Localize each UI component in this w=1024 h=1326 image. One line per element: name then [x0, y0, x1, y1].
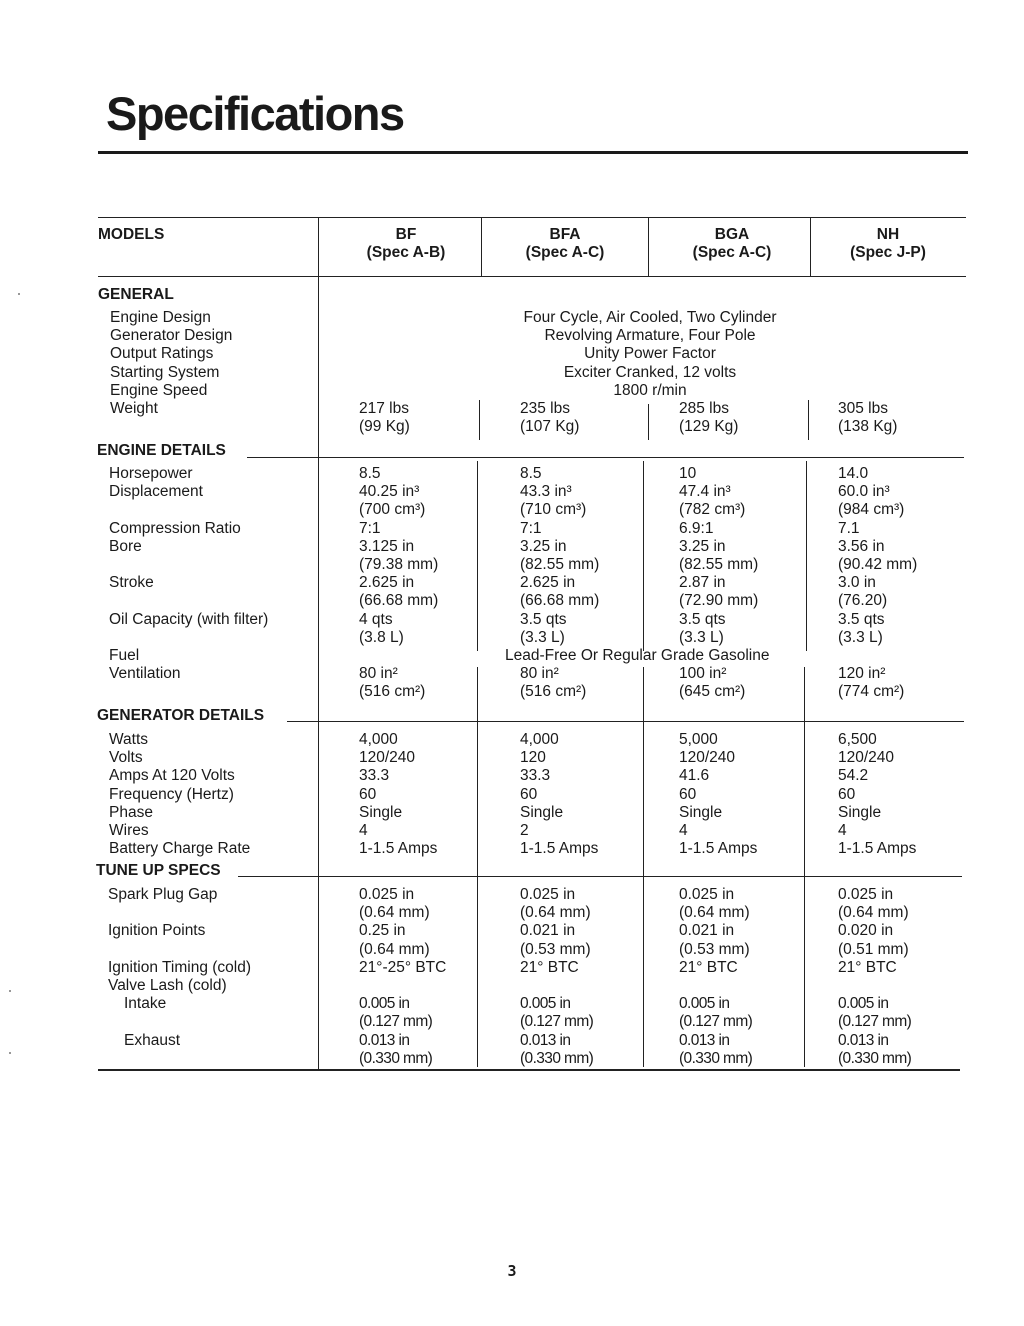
row-label: Ventilation	[109, 665, 181, 683]
exhaust-value: 0.013 in	[679, 1032, 730, 1049]
tuneup-value: 0.025 in	[520, 886, 576, 903]
model-spec: (Spec J-P)	[850, 244, 926, 261]
engine-value: (3.3 L)	[679, 628, 724, 646]
tuneup-value: 0.25 in	[359, 922, 406, 940]
row-label: Volts	[109, 749, 143, 767]
engine-value: 7:1	[520, 519, 542, 537]
intake-label: Intake	[124, 995, 167, 1012]
section-heading-tuneup: TUNE UP SPECS	[96, 862, 221, 879]
generator-value: 1-1.5 Amps	[679, 840, 758, 858]
intake-value: 0.005 in	[520, 995, 571, 1012]
generator-value: Single	[838, 803, 882, 821]
generator-value: 60	[520, 785, 538, 803]
exhaust-value: (0.330 mm)	[838, 1050, 912, 1068]
row-label: Valve Lash (cold)	[108, 977, 227, 994]
generator-value: 2	[520, 822, 529, 839]
section-heading-general: GENERAL	[98, 286, 174, 303]
engine-value: 10	[679, 465, 697, 482]
title-rule	[98, 151, 968, 154]
model-name: BF	[395, 226, 417, 243]
row-label: Bore	[109, 537, 142, 555]
row-label: Starting System	[110, 363, 220, 381]
generator-value: 1-1.5 Amps	[359, 840, 438, 858]
tuneup-value: 0.025 in	[679, 886, 735, 903]
engine-value: (72.90 mm)	[679, 592, 759, 610]
intake-value: (0.127 mm)	[359, 1013, 433, 1031]
weight-value: 285 lbs	[679, 400, 729, 417]
models-label: MODELS	[98, 226, 165, 243]
row-label: Phase	[109, 803, 153, 821]
generator-value: 33.3	[359, 767, 390, 785]
weight-value: (129 Kg)	[679, 418, 739, 436]
engine-value: 100 in²	[679, 665, 727, 683]
generator-value: 60	[679, 785, 697, 803]
row-label: Stroke	[109, 574, 154, 592]
engine-value: 2.625 in	[520, 574, 576, 592]
column-divider-4-body	[806, 461, 807, 651]
generator-value: 120	[520, 749, 546, 767]
row-label: Ignition Points	[108, 922, 206, 940]
row-label: Fuel	[109, 647, 140, 664]
model-name: NH	[876, 226, 900, 243]
exhaust-value: 0.013 in	[359, 1032, 410, 1049]
section-heading-engine: ENGINE DETAILS	[97, 442, 226, 459]
engine-value: 14.0	[838, 465, 869, 482]
generator-value: 4	[359, 822, 368, 839]
engine-value: 3.5 qts	[838, 610, 885, 628]
engine-value: (984 cm³)	[838, 501, 905, 519]
row-label: Amps At 120 Volts	[109, 767, 235, 785]
engine-value: 4 qts	[359, 610, 393, 628]
model-name: BGA	[714, 226, 750, 243]
tuneup-value: 0.021 in	[679, 922, 735, 940]
engine-value: (645 cm²)	[679, 683, 746, 701]
scan-speck	[18, 293, 20, 295]
engine-value: 3.25 in	[520, 537, 567, 555]
column-divider-3-body	[643, 461, 644, 651]
generator-value: 4	[838, 822, 847, 839]
engine-value: (774 cm²)	[838, 683, 905, 701]
fuel-value: Lead-Free Or Regular Grade Gasoline	[505, 647, 770, 664]
row-label: Engine Speed	[110, 381, 208, 399]
column-divider-4-vent	[804, 667, 805, 1067]
column-divider-3-vent	[643, 667, 644, 1067]
generator-value: Single	[359, 803, 403, 821]
engine-value: 8.5	[520, 465, 542, 482]
row-label: Output Ratings	[110, 345, 214, 363]
shared-spec-value: Exciter Cranked, 12 volts	[563, 363, 737, 381]
intake-value: (0.127 mm)	[679, 1013, 753, 1031]
generator-value: 4,000	[520, 731, 559, 748]
scan-speck	[9, 1052, 11, 1054]
weight-value: (138 Kg)	[838, 418, 898, 436]
generator-details-rule	[287, 721, 964, 722]
generator-value: Single	[520, 803, 564, 821]
model-spec: (Spec A-C)	[692, 244, 772, 261]
tuneup-value: 21° BTC	[679, 958, 738, 976]
engine-value: 80 in²	[359, 665, 398, 683]
column-divider-4-weight	[808, 400, 809, 440]
engine-value: 3.5 qts	[679, 610, 726, 628]
table-bottom-rule	[98, 1069, 960, 1071]
generator-value: 1-1.5 Amps	[520, 840, 599, 858]
generator-value: 120/240	[359, 749, 416, 767]
tuneup-value: 0.025 in	[838, 886, 894, 903]
shared-spec-value: Unity Power Factor	[584, 345, 716, 363]
generator-value: 60	[838, 785, 856, 803]
exhaust-value: (0.330 mm)	[359, 1050, 433, 1068]
engine-value: 2.87 in	[679, 574, 726, 592]
engine-value: (79.38 mm)	[359, 556, 439, 573]
engine-value: 3.56 in	[838, 537, 885, 555]
engine-value: 6.9:1	[679, 519, 714, 537]
section-heading-generator: GENERATOR DETAILS	[97, 707, 265, 724]
generator-value: 5,000	[679, 731, 718, 748]
engine-value: (516 cm²)	[520, 683, 587, 701]
row-label: Horsepower	[109, 465, 193, 482]
model-spec: (Spec A-B)	[366, 244, 446, 261]
engine-value: 40.25 in³	[359, 483, 420, 501]
intake-value: (0.127 mm)	[838, 1013, 912, 1031]
engine-value: (66.68 mm)	[359, 592, 439, 610]
engine-value: 43.3 in³	[520, 483, 572, 501]
engine-value: 120 in²	[838, 665, 886, 683]
engine-value: (516 cm²)	[359, 683, 426, 701]
engine-value: 3.25 in	[679, 537, 726, 555]
row-label: Battery Charge Rate	[109, 840, 251, 858]
weight-value: (107 Kg)	[520, 418, 580, 436]
generator-value: 4	[679, 822, 688, 839]
scan-speck	[9, 990, 11, 992]
engine-value: 3.125 in	[359, 537, 415, 555]
engine-value: 8.5	[359, 465, 381, 482]
intake-value: 0.005 in	[679, 995, 730, 1012]
tuneup-value: 21° BTC	[520, 958, 579, 976]
engine-value: 3.0 in	[838, 574, 876, 592]
engine-value: (782 cm³)	[679, 501, 746, 519]
generator-value: 60	[359, 785, 377, 803]
model-spec: (Spec A-C)	[525, 244, 605, 261]
column-divider-2-weight	[479, 400, 480, 440]
engine-value: 80 in²	[520, 665, 559, 683]
column-divider-2-header	[481, 217, 482, 276]
tuneup-value: (0.64 mm)	[359, 904, 430, 922]
weight-value: 305 lbs	[838, 400, 888, 417]
row-label: Oil Capacity (with filter)	[109, 610, 269, 628]
tuneup-value: (0.64 mm)	[838, 904, 909, 922]
row-label: Engine Design	[110, 309, 211, 326]
row-label: Spark Plug Gap	[108, 886, 218, 903]
generator-value: 120/240	[679, 749, 736, 767]
engine-value: (3.3 L)	[838, 628, 883, 646]
shared-spec-value: 1800 r/min	[613, 381, 687, 399]
engine-value: (90.42 mm)	[838, 556, 918, 573]
column-divider-3-weight	[648, 404, 649, 440]
weight-value: (99 Kg)	[359, 418, 410, 436]
tuneup-value: (0.53 mm)	[679, 940, 750, 958]
row-label: Wires	[109, 822, 149, 839]
tuneup-value: (0.51 mm)	[838, 940, 909, 958]
shared-spec-value: Four Cycle, Air Cooled, Two Cylinder	[523, 309, 777, 326]
generator-value: 33.3	[520, 767, 551, 785]
tuneup-value: (0.53 mm)	[520, 940, 591, 958]
weight-value: 235 lbs	[520, 400, 570, 417]
column-divider-2-vent	[477, 667, 478, 1067]
engine-value: (3.3 L)	[520, 628, 565, 646]
engine-value: 2.625 in	[359, 574, 415, 592]
exhaust-value: 0.013 in	[520, 1032, 571, 1049]
header-bottom-rule	[98, 276, 966, 277]
row-label: Compression Ratio	[109, 519, 241, 537]
table-top-rule	[98, 217, 966, 218]
engine-value: (76.20)	[838, 592, 888, 610]
generator-value: 1-1.5 Amps	[838, 840, 917, 858]
generator-value: 41.6	[679, 767, 710, 785]
engine-value: (710 cm³)	[520, 501, 587, 519]
tuneup-value: 21°-25° BTC	[359, 958, 447, 976]
tuneup-value: 0.021 in	[520, 922, 576, 940]
exhaust-value: 0.013 in	[838, 1032, 889, 1049]
exhaust-value: (0.330 mm)	[520, 1050, 594, 1068]
generator-value: 54.2	[838, 767, 869, 785]
row-label: Displacement	[109, 483, 203, 501]
tuneup-value: 0.020 in	[838, 922, 894, 940]
generator-value: 4,000	[359, 731, 398, 748]
engine-value: 7:1	[359, 519, 381, 537]
row-label: Weight	[110, 400, 158, 417]
engine-value: (700 cm³)	[359, 501, 426, 519]
tuneup-specs-rule	[238, 876, 962, 877]
row-label: Ignition Timing (cold)	[108, 958, 252, 976]
intake-value: (0.127 mm)	[520, 1013, 594, 1031]
row-label: Frequency (Hertz)	[109, 785, 234, 803]
column-divider-3-header	[648, 217, 649, 276]
generator-value: Single	[679, 803, 723, 821]
column-divider-4-header	[810, 217, 811, 276]
engine-value: 3.5 qts	[520, 610, 567, 628]
page-title: Specifications	[106, 87, 404, 140]
engine-value: 60.0 in³	[838, 483, 890, 501]
engine-value: (82.55 mm)	[679, 556, 759, 573]
column-divider-1	[318, 217, 319, 1069]
exhaust-value: (0.330 mm)	[679, 1050, 753, 1068]
row-label: Watts	[109, 731, 149, 748]
engine-details-rule	[247, 457, 964, 458]
model-name: BFA	[549, 226, 581, 243]
weight-value: 217 lbs	[359, 400, 409, 417]
generator-value: 6,500	[838, 731, 877, 748]
engine-value: (82.55 mm)	[520, 556, 600, 573]
column-divider-2-body	[477, 461, 478, 651]
engine-value: 7.1	[838, 519, 860, 537]
tuneup-value: 21° BTC	[838, 958, 897, 976]
generator-value: 120/240	[838, 749, 895, 767]
exhaust-label: Exhaust	[124, 1032, 181, 1049]
engine-value: 47.4 in³	[679, 483, 731, 501]
tuneup-value: (0.64 mm)	[520, 904, 591, 922]
tuneup-value: (0.64 mm)	[359, 940, 430, 958]
page-number: 3	[507, 1262, 517, 1280]
tuneup-value: (0.64 mm)	[679, 904, 750, 922]
engine-value: (66.68 mm)	[520, 592, 600, 610]
tuneup-value: 0.025 in	[359, 886, 415, 903]
engine-value: (3.8 L)	[359, 628, 404, 646]
row-label: Generator Design	[110, 327, 233, 345]
intake-value: 0.005 in	[838, 995, 889, 1012]
intake-value: 0.005 in	[359, 995, 410, 1012]
shared-spec-value: Revolving Armature, Four Pole	[544, 327, 756, 345]
